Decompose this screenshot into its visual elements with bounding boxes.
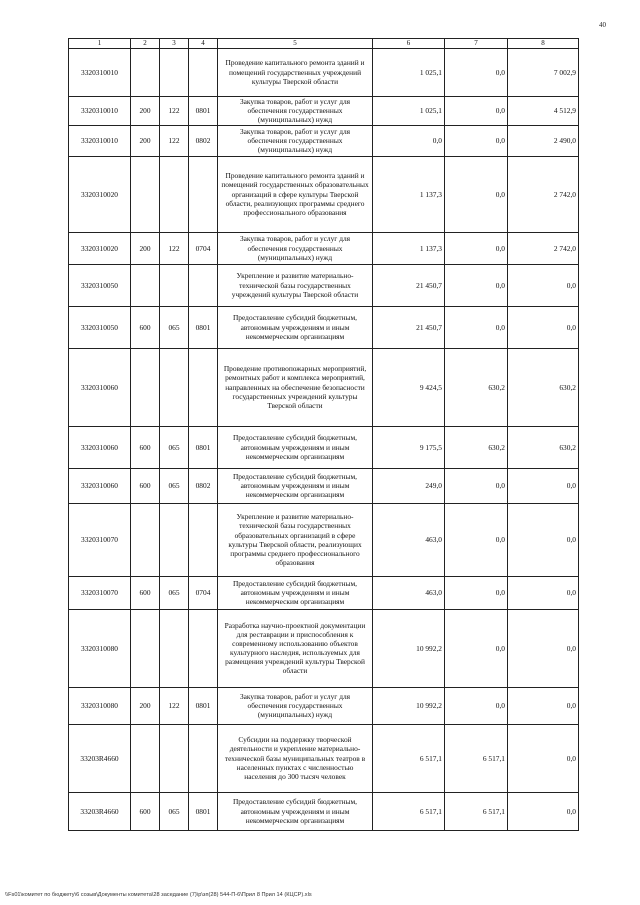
table-body: [69, 48, 579, 830]
section-code-cell: 0801: [189, 96, 218, 125]
column-header-1: 1: [69, 39, 131, 49]
amount-col6-cell: 0,0: [373, 125, 445, 156]
amount-col7-cell: 0,0: [445, 609, 508, 687]
section-code-cell: [189, 48, 218, 96]
program-code-cell: 33203R4660: [69, 792, 131, 830]
section-code-cell: 0704: [189, 576, 218, 609]
amount-col8-cell: 2 490,0: [508, 125, 579, 156]
description-cell: Укрепление и развитие материально-технической базы государственных учреждений культуры Тверской области: [218, 264, 373, 306]
expense-type-cell: 600: [131, 306, 160, 348]
section-code-cell: [189, 609, 218, 687]
amount-col6-cell: 21 450,7: [373, 264, 445, 306]
program-code-cell: 3320310050: [69, 306, 131, 348]
admin-code-cell: [160, 503, 189, 576]
budget-table: [68, 38, 579, 831]
amount-col6-cell: 249,0: [373, 468, 445, 503]
amount-col7-cell: 630,2: [445, 426, 508, 468]
table-row: [69, 348, 579, 426]
expense-type-cell: [131, 156, 160, 232]
admin-code-cell: [160, 348, 189, 426]
program-code-cell: 3320310020: [69, 156, 131, 232]
table-row: [69, 426, 579, 468]
amount-col6-cell: 1 137,3: [373, 232, 445, 264]
program-code-cell: 3320310080: [69, 609, 131, 687]
program-code-cell: 3320310070: [69, 576, 131, 609]
table-row: [69, 687, 579, 724]
amount-col8-cell: 0,0: [508, 724, 579, 792]
section-code-cell: [189, 264, 218, 306]
admin-code-cell: [160, 264, 189, 306]
amount-col8-cell: 0,0: [508, 503, 579, 576]
table-row: [69, 125, 579, 156]
program-code-cell: 3320310080: [69, 687, 131, 724]
amount-col7-cell: 630,2: [445, 348, 508, 426]
section-code-cell: [189, 156, 218, 232]
amount-col7-cell: 0,0: [445, 503, 508, 576]
expense-type-cell: [131, 724, 160, 792]
amount-col7-cell: 0,0: [445, 306, 508, 348]
section-code-cell: 0802: [189, 468, 218, 503]
program-code-cell: 3320310010: [69, 96, 131, 125]
expense-type-cell: [131, 348, 160, 426]
amount-col8-cell: 0,0: [508, 792, 579, 830]
description-cell: Закупка товаров, работ и услуг для обеспечения государственных (муниципальных) нужд: [218, 96, 373, 125]
expense-type-cell: 200: [131, 232, 160, 264]
admin-code-cell: [160, 609, 189, 687]
expense-type-cell: 200: [131, 687, 160, 724]
table-row: [69, 232, 579, 264]
description-cell: Закупка товаров, работ и услуг для обеспечения государственных (муниципальных) нужд: [218, 687, 373, 724]
column-header-8: 8: [508, 39, 579, 49]
column-header-4: 4: [189, 39, 218, 49]
program-code-cell: 3320310020: [69, 232, 131, 264]
amount-col7-cell: 0,0: [445, 156, 508, 232]
amount-col7-cell: 0,0: [445, 576, 508, 609]
description-cell: Субсидии на поддержку творческой деятельности и укрепление материально-технической базы муниципальных театров в населенных пунктах с численностью населения до 300 тысяч человек: [218, 724, 373, 792]
amount-col8-cell: 7 002,9: [508, 48, 579, 96]
file-path-footer: \\Fs01\комитет по бюджету\6 созыв\Документы комитета\28 заседание (7)\р\зп(28) 544-П-6\Прил 8 Прил 14 (КЦСР).xls: [5, 892, 312, 898]
table-row: [69, 264, 579, 306]
amount-col8-cell: 2 742,0: [508, 232, 579, 264]
amount-col8-cell: 0,0: [508, 264, 579, 306]
amount-col8-cell: 0,0: [508, 609, 579, 687]
amount-col6-cell: 463,0: [373, 503, 445, 576]
amount-col8-cell: 0,0: [508, 306, 579, 348]
expense-type-cell: 200: [131, 125, 160, 156]
admin-code-cell: 122: [160, 232, 189, 264]
admin-code-cell: 065: [160, 306, 189, 348]
description-cell: Закупка товаров, работ и услуг для обеспечения государственных (муниципальных) нужд: [218, 125, 373, 156]
amount-col8-cell: 4 512,9: [508, 96, 579, 125]
amount-col6-cell: 9 424,5: [373, 348, 445, 426]
amount-col7-cell: 0,0: [445, 96, 508, 125]
table-row: [69, 156, 579, 232]
table-row: [69, 609, 579, 687]
amount-col8-cell: 2 742,0: [508, 156, 579, 232]
amount-col6-cell: 21 450,7: [373, 306, 445, 348]
column-header-3: 3: [160, 39, 189, 49]
description-cell: Предоставление субсидий бюджетным, автономным учреждениям и иным некоммерческим организациям: [218, 576, 373, 609]
expense-type-cell: 600: [131, 792, 160, 830]
description-cell: Предоставление субсидий бюджетным, автономным учреждениям и иным некоммерческим организациям: [218, 306, 373, 348]
section-code-cell: [189, 503, 218, 576]
program-code-cell: 3320310060: [69, 468, 131, 503]
amount-col6-cell: 6 517,1: [373, 792, 445, 830]
description-cell: Предоставление субсидий бюджетным, автономным учреждениям и иным некоммерческим организациям: [218, 468, 373, 503]
expense-type-cell: [131, 264, 160, 306]
section-code-cell: 0801: [189, 687, 218, 724]
program-code-cell: 3320310070: [69, 503, 131, 576]
program-code-cell: 3320310060: [69, 348, 131, 426]
section-code-cell: 0801: [189, 792, 218, 830]
amount-col8-cell: 0,0: [508, 576, 579, 609]
table-row: [69, 792, 579, 830]
amount-col7-cell: 0,0: [445, 468, 508, 503]
section-code-cell: 0801: [189, 426, 218, 468]
amount-col6-cell: 6 517,1: [373, 724, 445, 792]
admin-code-cell: 122: [160, 687, 189, 724]
section-code-cell: [189, 348, 218, 426]
amount-col6-cell: 1 137,3: [373, 156, 445, 232]
expense-type-cell: [131, 609, 160, 687]
program-code-cell: 3320310050: [69, 264, 131, 306]
admin-code-cell: 122: [160, 96, 189, 125]
description-cell: Предоставление субсидий бюджетным, автономным учреждениям и иным некоммерческим организациям: [218, 792, 373, 830]
description-cell: Проведение противопожарных мероприятий, ремонтных работ и комплекса мероприятий, направленных на обеспечение безопасности государственных учреждений культуры Тверской области: [218, 348, 373, 426]
expense-type-cell: 600: [131, 468, 160, 503]
section-code-cell: [189, 724, 218, 792]
amount-col7-cell: 0,0: [445, 232, 508, 264]
amount-col8-cell: 0,0: [508, 468, 579, 503]
program-code-cell: 33203R4660: [69, 724, 131, 792]
section-code-cell: 0801: [189, 306, 218, 348]
program-code-cell: 3320310060: [69, 426, 131, 468]
admin-code-cell: [160, 156, 189, 232]
amount-col6-cell: 10 992,2: [373, 687, 445, 724]
column-header-5: 5: [218, 39, 373, 49]
expense-type-cell: 200: [131, 96, 160, 125]
admin-code-cell: 122: [160, 125, 189, 156]
column-header-7: 7: [445, 39, 508, 49]
description-cell: Проведение капитального ремонта зданий и помещений государственных образовательных организаций в сфере культуры Тверской области, реализующих программы среднего профессионального образования: [218, 156, 373, 232]
column-header-6: 6: [373, 39, 445, 49]
amount-col6-cell: 1 025,1: [373, 48, 445, 96]
admin-code-cell: 065: [160, 576, 189, 609]
table-row: [69, 306, 579, 348]
description-cell: Разработка научно-проектной документации для реставрации и приспособления к современному использованию объектов культурного наследия, используемых для размещения учреждений культуры Тверской области: [218, 609, 373, 687]
page-number: 40: [599, 21, 606, 29]
amount-col7-cell: 6 517,1: [445, 724, 508, 792]
program-code-cell: 3320310010: [69, 48, 131, 96]
description-cell: Укрепление и развитие материально-технической базы государственных образовательных организаций в сфере культуры Тверской области, реализующих программы среднего профессионального образования: [218, 503, 373, 576]
expense-type-cell: 600: [131, 576, 160, 609]
admin-code-cell: 065: [160, 792, 189, 830]
column-header-2: 2: [131, 39, 160, 49]
admin-code-cell: [160, 48, 189, 96]
table-row: [69, 724, 579, 792]
description-cell: Закупка товаров, работ и услуг для обеспечения государственных (муниципальных) нужд: [218, 232, 373, 264]
table-row: [69, 468, 579, 503]
table-row: [69, 96, 579, 125]
amount-col8-cell: 0,0: [508, 687, 579, 724]
header-row: [69, 39, 579, 49]
expense-type-cell: [131, 48, 160, 96]
table-row: [69, 48, 579, 96]
amount-col6-cell: 463,0: [373, 576, 445, 609]
amount-col6-cell: 9 175,5: [373, 426, 445, 468]
amount-col6-cell: 10 992,2: [373, 609, 445, 687]
program-code-cell: 3320310010: [69, 125, 131, 156]
description-cell: Предоставление субсидий бюджетным, автономным учреждениям и иным некоммерческим организациям: [218, 426, 373, 468]
amount-col7-cell: 0,0: [445, 687, 508, 724]
amount-col6-cell: 1 025,1: [373, 96, 445, 125]
amount-col7-cell: 6 517,1: [445, 792, 508, 830]
admin-code-cell: 065: [160, 426, 189, 468]
table-row: [69, 576, 579, 609]
admin-code-cell: [160, 724, 189, 792]
amount-col7-cell: 0,0: [445, 125, 508, 156]
section-code-cell: 0704: [189, 232, 218, 264]
admin-code-cell: 065: [160, 468, 189, 503]
amount-col8-cell: 630,2: [508, 348, 579, 426]
table-row: [69, 503, 579, 576]
amount-col7-cell: 0,0: [445, 264, 508, 306]
description-cell: Проведение капитального ремонта зданий и помещений государственных учреждений культуры Тверской области: [218, 48, 373, 96]
section-code-cell: 0802: [189, 125, 218, 156]
expense-type-cell: [131, 503, 160, 576]
amount-col7-cell: 0,0: [445, 48, 508, 96]
expense-type-cell: 600: [131, 426, 160, 468]
amount-col8-cell: 630,2: [508, 426, 579, 468]
